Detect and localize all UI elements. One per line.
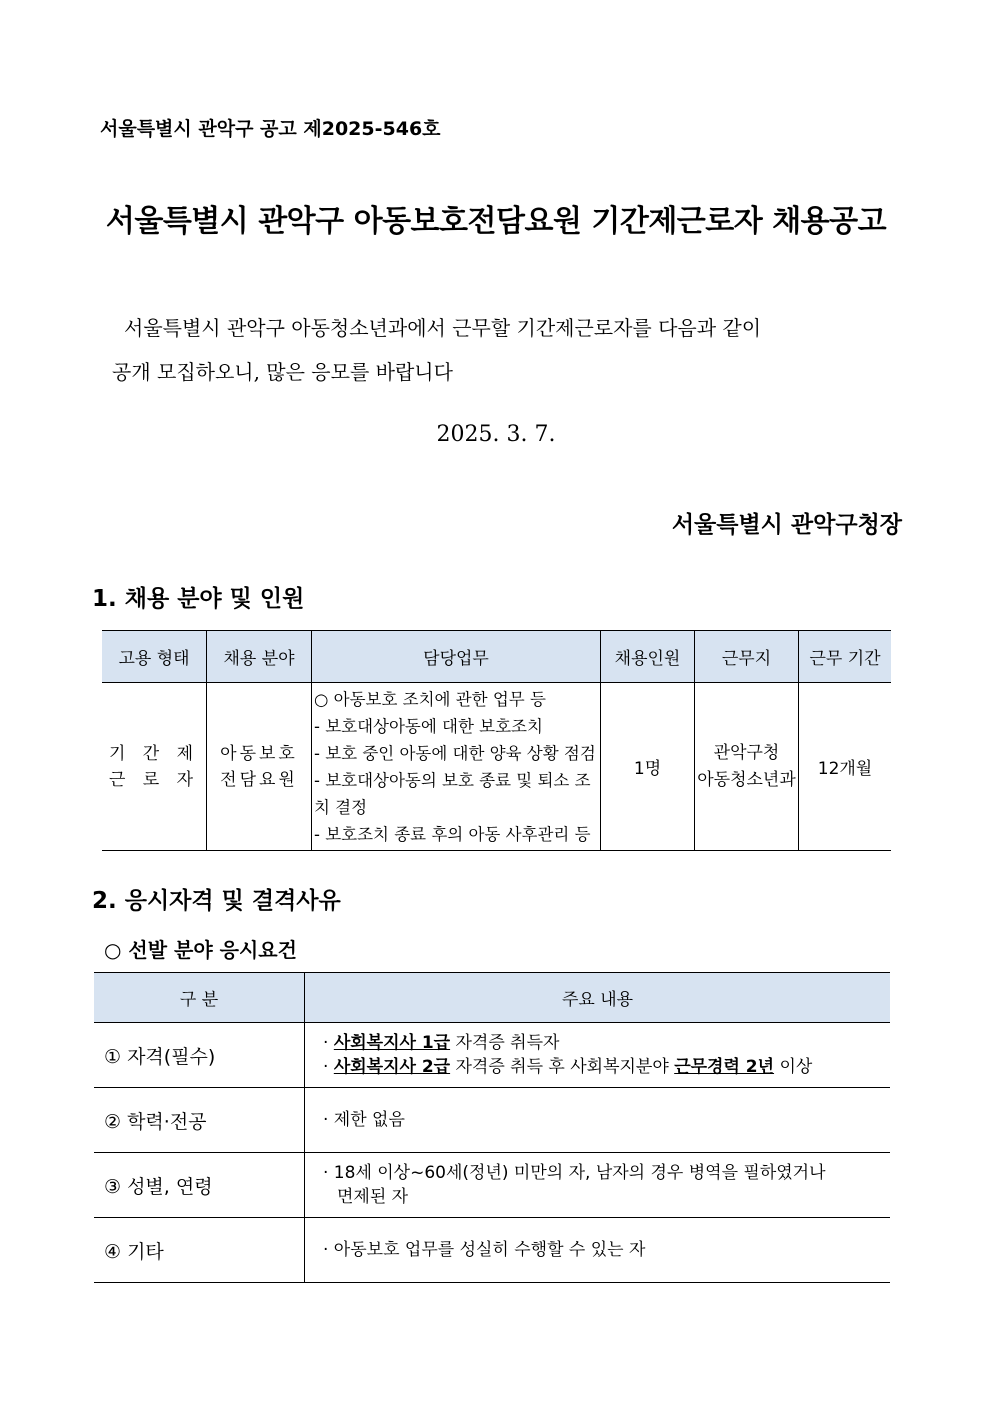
subheading: ○ 선발 분야 응시요건 (104, 938, 297, 962)
cell-line: 아동보호 (220, 743, 298, 764)
requirement-key: ③ 성별, 연령 (94, 1153, 305, 1218)
duties-cell (312, 683, 601, 851)
column-header: 고용 형태 (102, 631, 207, 683)
column-header: 근무지 (695, 631, 799, 683)
recruitment-table (102, 630, 891, 851)
requirement-key: ④ 기타 (94, 1218, 305, 1283)
notice-date: 2025. 3. 7. (436, 422, 556, 447)
bullet: · (323, 1057, 334, 1077)
requirement-value (305, 1023, 891, 1088)
cell-line: 근 로 자 (108, 769, 200, 790)
text: 자격증 취득자 (450, 1033, 560, 1053)
field-cell (207, 683, 312, 851)
intro-line: 공개 모집하오니, 많은 응모를 바랍니다 (112, 360, 453, 384)
duty-item: - 보호조치 종료 후의 아동 사후관리 등 (314, 824, 591, 844)
requirements-table (94, 972, 890, 1283)
cell-line: 전담요원 (220, 769, 298, 790)
requirement-key: ① 자격(필수) (94, 1023, 305, 1088)
column-header: 담당업무 (312, 631, 601, 683)
requirement-line: · 18세 이상~60세(정년) 미만의 자, 남자의 경우 병역을 필하였거나 (323, 1163, 826, 1183)
column-header: 근무 기간 (799, 631, 892, 683)
requirement-value: · 제한 없음 (305, 1088, 891, 1153)
bullet: · (323, 1033, 334, 1053)
workplace-cell (695, 683, 799, 851)
intro-line: 서울특별시 관악구 아동청소년과에서 근무할 기간제근로자를 다음과 같이 (124, 316, 762, 340)
duty-item: ○ 아동보호 조치에 관한 업무 등 (314, 689, 546, 709)
emphasis: 근무경력 2년 (674, 1057, 775, 1077)
section-heading: 1. 채용 분야 및 인원 (92, 586, 305, 612)
duty-item: - 보호대상아동에 대한 보호조치 (314, 716, 543, 736)
emphasis: 사회복지사 2급 (333, 1057, 451, 1077)
requirement-line: 면제된 자 (337, 1187, 409, 1207)
section-heading: 2. 응시자격 및 결격사유 (92, 888, 341, 914)
signature: 서울특별시 관악구청장 (671, 512, 902, 538)
emphasis: 사회복지사 1급 (333, 1033, 451, 1053)
table-row (94, 1023, 890, 1088)
document-title: 서울특별시 관악구 아동보호전담요원 기간제근로자 채용공고 (105, 204, 887, 239)
cell-line: 아동청소년과 (697, 769, 796, 790)
table-row (94, 1218, 890, 1283)
column-header: 구 분 (94, 973, 305, 1023)
requirement-line (323, 1055, 889, 1079)
table-header-row (94, 973, 890, 1023)
employment-type-cell (102, 683, 207, 851)
period-cell: 12개월 (799, 683, 892, 851)
duty-item: - 보호 중인 아동에 대한 양육 상황 점검 (314, 743, 596, 763)
column-header: 주요 내용 (305, 973, 891, 1023)
table-header-row (102, 631, 891, 683)
table-row (94, 1088, 890, 1153)
table-row (102, 683, 891, 851)
duty-item: - 보호대상아동의 보호 종료 및 퇴소 조치 결정 (314, 770, 591, 817)
column-header: 채용 분야 (207, 631, 312, 683)
cell-line: 기 간 제 (108, 743, 200, 764)
text: 이상 (774, 1057, 813, 1077)
cell-line: 관악구청 (713, 742, 780, 763)
requirement-key: ② 학력·전공 (94, 1088, 305, 1153)
requirement-value (305, 1153, 891, 1218)
headcount-cell: 1명 (601, 683, 695, 851)
requirement-value: · 아동보호 업무를 성실히 수행할 수 있는 자 (305, 1218, 891, 1283)
requirement-line (323, 1031, 889, 1055)
table-row (94, 1153, 890, 1218)
intro-paragraph (112, 306, 902, 394)
column-header: 채용인원 (601, 631, 695, 683)
notice-number: 서울특별시 관악구 공고 제2025-546호 (100, 118, 441, 140)
text: 자격증 취득 후 사회복지분야 (450, 1057, 675, 1077)
